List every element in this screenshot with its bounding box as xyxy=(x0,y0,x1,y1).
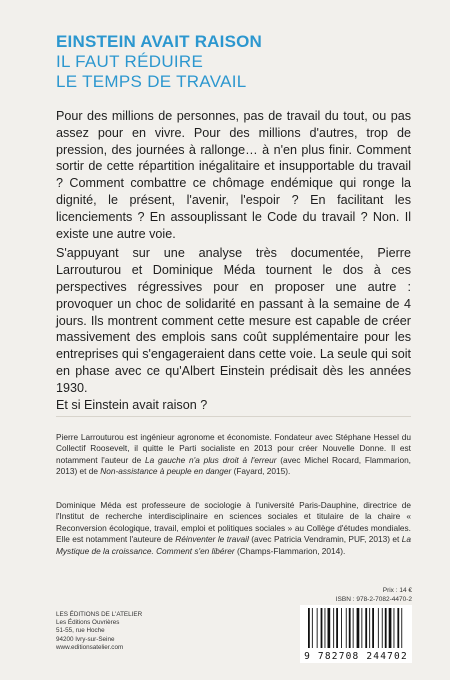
bio-text-part: (avec Patricia Vendramin, PUF, 2013) et xyxy=(248,534,402,545)
bio-text xyxy=(56,500,411,557)
barcode-bar xyxy=(312,608,313,648)
barcode-bar xyxy=(385,608,387,648)
bio-text-part: Dominique Méda est professeure de sociologie à l'université Paris-Dauphine, directrice de l'Institut de recherche interdisciplinaire en sciences sociales et titulaire de la chaire « Reconversion écologique, travail, emploi et politiques sociales » au Collège d'études mondiales. Elle est notamment l'auteure de xyxy=(56,500,411,545)
barcode-bar xyxy=(349,608,351,648)
barcode-bar xyxy=(401,608,402,648)
bio-text-part: (avec Michel Rocard, Flammarion, 2013) et de xyxy=(56,454,411,477)
barcode-bar xyxy=(346,608,347,648)
price: Prix : 14 € xyxy=(382,587,412,594)
barcode-bar xyxy=(372,608,374,648)
title-block xyxy=(56,32,416,92)
barcode-bar xyxy=(382,608,383,648)
barcode-bar xyxy=(317,608,318,648)
publisher-block xyxy=(56,611,186,652)
barcode-bar xyxy=(308,608,310,648)
blurb-paragraph-1: Pour des millions de personnes, pas de travail du tout, ou pas assez pour en vivre. Pour des millions d'autres, trop de pression, des journées à rallonge… à n'en plus finir. Comment sortir de cette répartition inégalitaire et insupportable du travail ? Comment combattre ce chômage endémique qui ronge la dignité, le présent, l'avenir, l'espoir ? En facilitant les licenciements ? En assouplissant le Code du travail ? Non. Il existe une autre voie. xyxy=(56,109,411,241)
bio-text xyxy=(56,432,411,478)
price-block xyxy=(300,586,412,604)
publisher-name: LES ÉDITIONS DE L'ATELIER xyxy=(56,611,143,618)
bio-text-part: (Champs-Flammarion, 2014). xyxy=(234,545,346,556)
book-title: La gauche n'a plus droit à l'erreur xyxy=(145,454,277,465)
barcode-bar xyxy=(341,608,342,648)
barcode-bar xyxy=(394,608,395,648)
publisher-street: 51-55, rue Hoche xyxy=(56,627,105,635)
barcode-bar xyxy=(378,608,379,648)
barcode-bar xyxy=(365,608,367,648)
publisher-imprint: Les Éditions Ouvrières xyxy=(56,619,120,627)
author-bio-larrouturou xyxy=(56,432,411,478)
barcode-bar xyxy=(328,608,331,648)
main-title: EINSTEIN AVAIT RAISON xyxy=(56,32,263,51)
blurb xyxy=(56,108,411,413)
barcode-bar xyxy=(321,608,323,648)
subtitle-line-1: IL FAUT RÉDUIRE xyxy=(56,52,204,71)
blurb-paragraph-2: S'appuyant sur une analyse très documentée, Pierre Larrouturou et Dominique Méda tournent le dos à ces perspectives régressives pour en proposer une autre : provoquer un choc de solidarité en passant à la semaine de 4 jours. Ils montrent comment cette mesure est capable de créer massivement des emplois sans coût supplémentaire pour les entreprises qui s'engageraient dans cette voie. La seule qui soit en phase avec ce qu'Albert Einstein prédisait dès les années 1930. xyxy=(56,246,411,395)
book-title: La Mystique de la croissance. Comment s'en libérer xyxy=(56,534,411,556)
book-title: Réinventer le travail xyxy=(175,534,249,545)
barcode-bars xyxy=(308,608,404,648)
barcode-bar xyxy=(353,608,354,648)
barcode-bar xyxy=(357,608,360,648)
book-title: Non-assistance à peuple en danger xyxy=(100,466,232,477)
publisher-website: www.editionsatelier.com xyxy=(56,643,124,651)
barcode-digits: 9 782708 244702 xyxy=(304,651,408,662)
barcode-bar xyxy=(325,608,326,648)
barcode-bar xyxy=(336,608,338,648)
divider xyxy=(56,416,411,417)
barcode-bar xyxy=(397,608,399,648)
barcode-bar xyxy=(369,608,370,648)
bio-text-part: Pierre Larrouturou est ingénieur agronome et économiste. Fondateur avec Stéphane Hessel du Collectif Roosevelt, il quitte le Parti socialiste en 2013 pour créer Nouvelle Donne. Il est notamment l'auteur de xyxy=(56,432,411,465)
barcode-bar xyxy=(361,608,362,648)
isbn: ISBN : 978-2-7082-4470-2 xyxy=(335,596,412,603)
blurb-paragraph-3: Et si Einstein avait raison ? xyxy=(56,397,208,412)
publisher-city: 94200 Ivry-sur-Seine xyxy=(56,635,115,643)
subtitle-line-2: LE TEMPS DE TRAVAIL xyxy=(56,72,247,91)
bio-text-part: (Fayard, 2015). xyxy=(231,466,291,477)
author-bio-meda xyxy=(56,500,411,557)
barcode xyxy=(300,605,412,663)
barcode-bar xyxy=(333,608,334,648)
barcode-bar xyxy=(389,608,392,648)
